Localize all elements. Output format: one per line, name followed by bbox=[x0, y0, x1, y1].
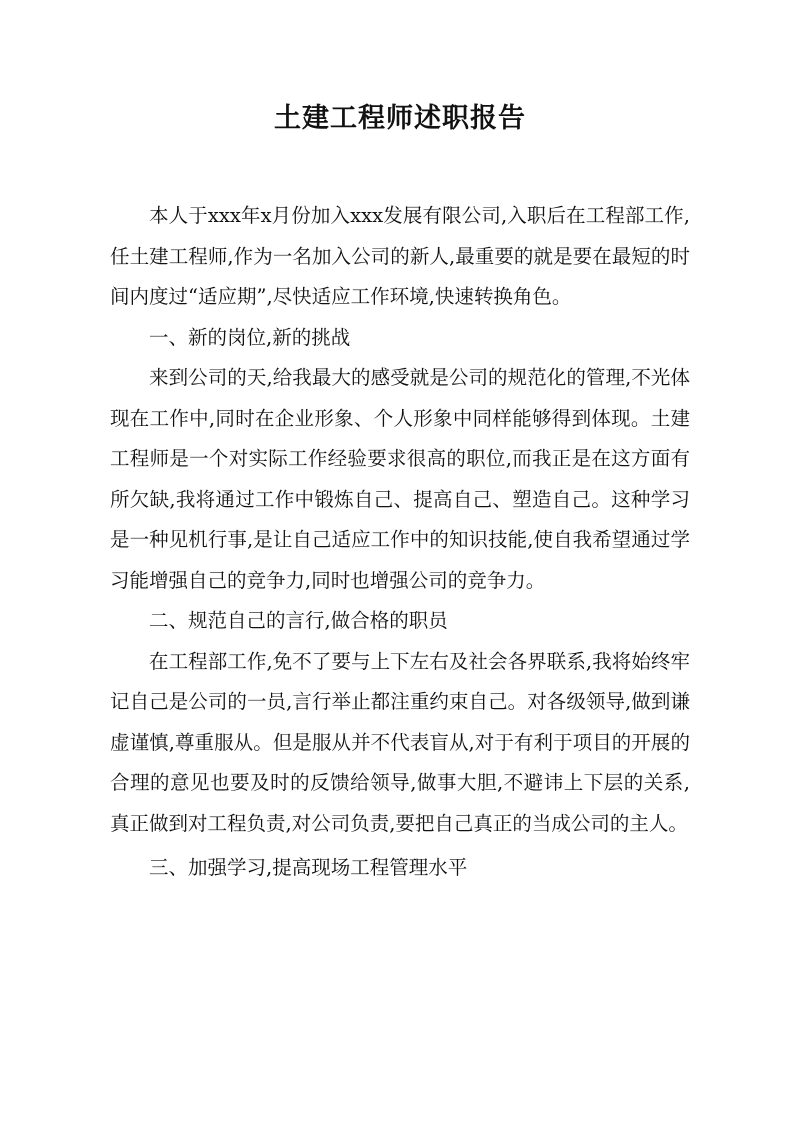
section-heading-1: 一、新的岗位,新的挑战 bbox=[149, 325, 351, 349]
section-heading-2: 二、规范自己的言行,做合格的职员 bbox=[149, 609, 448, 632]
document-title: 土建工程师述职报告 bbox=[274, 103, 526, 134]
paragraph-section-2: 在工程部工作,免不了要与上下左右及社会各界联系,我将始终牢记自己是公司的一员,言行举止都注重约束自己。对各级领导,做到谦虚谨慎,尊重服从。但是服从并不代表盲从,对于有利于项目的开展的合理的意见也要及时的反馈给领导,做事大胆,不避讳上下层的关系,真正做到对工程负责,对公司负责,要把自己真正的当成公司的主人。 bbox=[110, 649, 690, 835]
paragraph-section-1: 来到公司的天,给我最大的感受就是公司的规范化的管理,不光体现在工作中,同时在企业形象、个人形象中同样能够得到体现。土建工程师是一个对实际工作经验要求很高的职位,而我正是在这方面有所欠缺,我将通过工作中锻炼自己、提高自己、塑造自己。这种学习是一种见机行事,是让自己适应工作中的知识技能,使自我希望通过学习能增强自己的竞争力,同时也增强公司的竞争力。 bbox=[110, 366, 690, 592]
document-body bbox=[110, 196, 690, 889]
paragraph-intro: 本人于xxx年x月份加入xxx发展有限公司,入职后在工程部工作,任土建工程师,作为一名加入公司的新人,最重要的就是要在最短的时间内度过“适应期”,尽快适应工作环境,快速转换角色。 bbox=[110, 204, 690, 308]
section-heading-3: 三、加强学习,提高现场工程管理水平 bbox=[149, 856, 468, 879]
